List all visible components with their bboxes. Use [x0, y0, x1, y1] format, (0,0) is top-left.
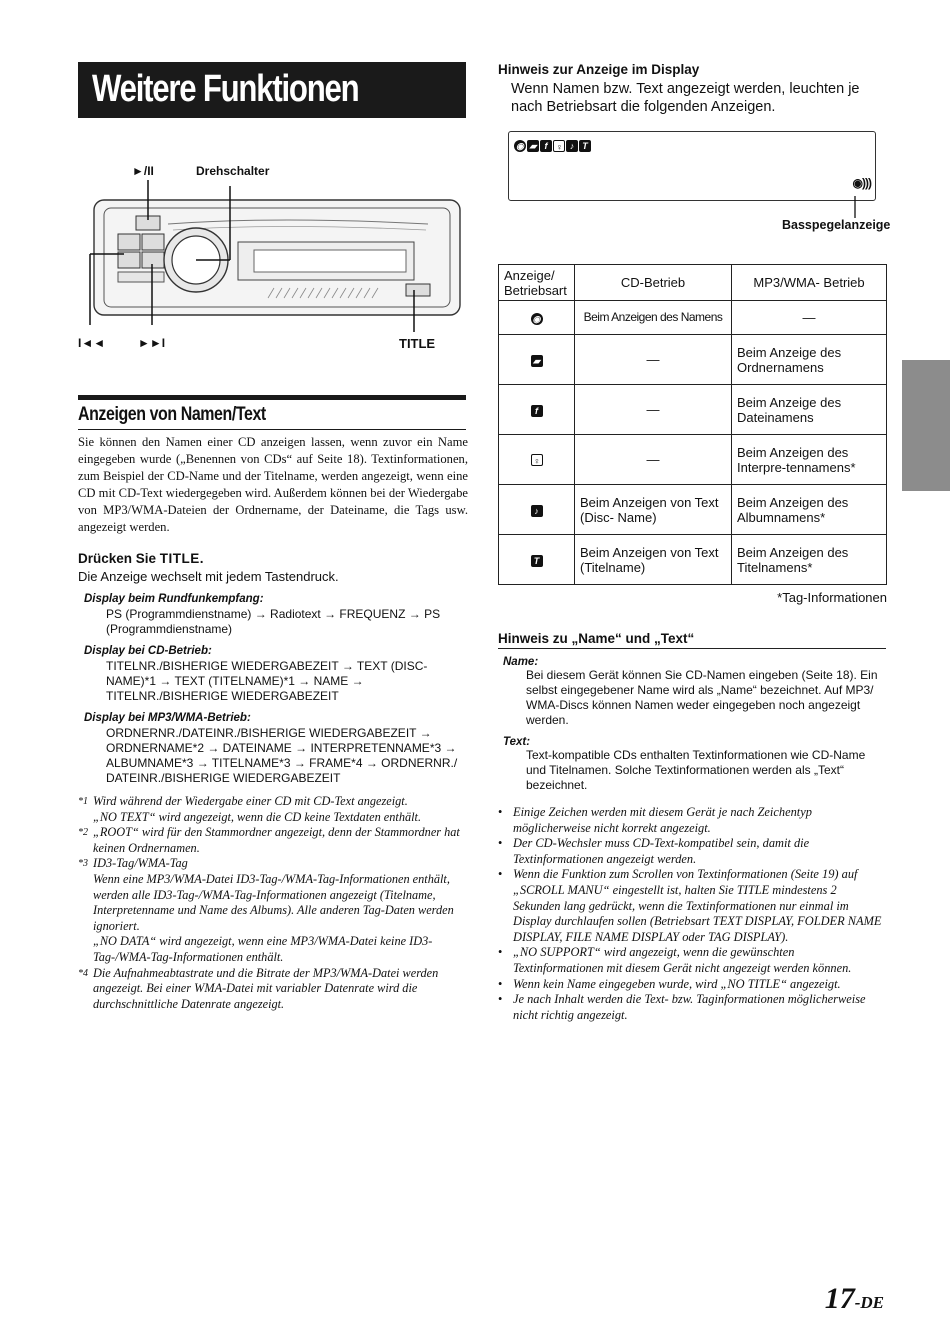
bass-leader-line — [850, 196, 860, 218]
footnote: *4 Die Aufnahmeabtastrate und die Bitrate der MP3/WMA-Datei werden angezeigt. Bei einer WMA-Datei mit variabler Datenrate wird die durchschnittliche Datenrate angezeigt. — [78, 965, 439, 1011]
table-row: T Beim Anzeigen von Text (Titelname) Beim Anzeigen des Titelnamens* — [499, 535, 887, 585]
artist-icon: ♀ — [553, 140, 565, 152]
table-note: *Tag-Informationen — [777, 590, 887, 605]
display-modes — [84, 593, 468, 786]
file-icon: f — [540, 140, 552, 152]
list-item: • „NO SUPPORT“ wird angezeigt, wenn die gewünschten Textinformationen mit diesem Gerät nicht angezeigt werden können. — [498, 945, 852, 975]
table-row: ◉ Beim Anzeigen des Namens — — [499, 301, 887, 335]
table-header: Anzeige/ Betriebsart — [499, 265, 575, 301]
next-label: ►►I — [138, 336, 166, 350]
bass-level-icon: ◉))) — [852, 176, 871, 190]
list-item: • Einige Zeichen werden mit diesem Gerät je nach Zeichentyp möglicherweise nicht korrekt angezeigt. — [498, 805, 812, 835]
display-hint-text: Wenn Namen bzw. Text angezeigt werden, leuchten je nach Betriebsart die folgenden Anzeigen. — [511, 81, 860, 115]
table-row: f — Beim Anzeige des Dateinamens — [499, 385, 887, 435]
play-pause-label: ►/II — [132, 164, 154, 178]
press-note: Die Anzeige wechselt mit jedem Tastendruck. — [78, 569, 339, 584]
cd-sequence: TITELNR./BISHERIGE WIEDERGABEZEIT → TEXT (DISC-NAME)*1 → TEXT (TITELNAME)*1 → NAME → TITELNR./BISHERIGE WIEDERGABEZEIT — [106, 659, 428, 703]
album-icon: ♪ — [531, 505, 543, 517]
bass-label: Basspegelanzeige — [782, 218, 891, 232]
display-hint-heading: Hinweis zur Anzeige im Display — [498, 62, 700, 77]
title-label: TITLE — [399, 336, 436, 351]
name-text-section — [503, 656, 883, 793]
disc-icon: ◉ — [531, 313, 543, 325]
title-icon: T — [579, 140, 591, 152]
list-item: • Wenn kein Name eingegeben wurde, wird „NO TITLE“ angezeigt. — [498, 976, 841, 991]
name-heading: Name: — [503, 656, 539, 668]
footnote: *1 Wird während der Wiedergabe einer CD mit CD-Text angezeigt. „NO TEXT“ wird angezeigt, wenn die CD keine Textdaten enthält. — [78, 794, 422, 824]
text-heading: Text: — [503, 736, 531, 748]
mp3-heading: Display bei MP3/WMA-Betrieb: — [84, 712, 251, 724]
title-icon: T — [531, 555, 543, 567]
file-icon: f — [531, 405, 543, 417]
notes-list — [498, 805, 886, 1023]
press-instruction: Drücken Sie TITLE. — [78, 551, 204, 566]
knob-label: Drehschalter — [196, 164, 270, 178]
indicator-table — [498, 264, 887, 585]
mp3-sequence: ORDNERNR./DATEINR./BISHERIGE WIEDERGABEZEIT → ORDNERNAME*2 → DATEINAME → INTERPRETENNAME*3 → ALBUMNAME*3 → TITELNAME*3 → FRAME*4 → ORDNERNR./ DATEINR./BISHERIGE WIEDERGABEZEIT — [106, 726, 458, 785]
list-item: • Je nach Inhalt werden die Text- bzw. Taginformationen möglicherweise nicht richtig angezeigt. — [498, 992, 866, 1022]
name-body: Bei diesem Gerät können Sie CD-Namen eingeben (Seite 18). Ein selbst eingegebener Name wird als „Name“ bezeichnet. Auf MP3/ WMA-Discs können Namen weder eingegeben noch angezeigt werden. — [526, 668, 878, 727]
prev-label: I◄◄ — [78, 336, 106, 350]
table-header: MP3/WMA- Betrieb — [732, 265, 887, 301]
artist-icon: ♀ — [531, 454, 543, 466]
list-item: • Der CD-Wechsler muss CD-Text-kompatibel sein, damit die Textinformationen angezeigt werden. — [498, 836, 810, 866]
page-title: Weitere Funktionen — [78, 62, 466, 118]
footnote: *2 „ROOT“ wird für den Stammordner angezeigt, denn der Stammordner hat keinen Ordnernamen. — [78, 825, 460, 855]
disc-icon: ◉ — [514, 140, 526, 152]
table-row: ▰ — Beim Anzeige des Ordnernamens — [499, 335, 887, 385]
device-illustration — [78, 180, 468, 355]
intro-paragraph: Sie können den Namen einer CD anzeigen lassen, wenn zuvor ein Name eingegeben wurde („Benennen von CDs“ auf Seite 18). Textinformationen, zum Beispiel der CD-Name und der Titelname, werden angezeigt, wenn eine CD mit CD-Text wiedergegeben wird. Außerdem können bei der Wiedergabe von MP3/WMA-Dateien der Ordnername, der Dateiname, die Tags usw. angezeigt werden. — [78, 435, 468, 534]
list-item: • Wenn die Funktion zum Scrollen von Textinformationen (Seite 19) auf „SCROLL MANU“ eingestellt ist, halten Sie TITLE mindestens 2 Sekunden lang gedrückt, wenn die Textinformationen nur einmal im Display durchlaufen sollen (Betriebsart TEXT DISPLAY, FOLDER NAME DISPLAY, FILE NAME DISPLAY oder TAG DISPLAY). — [498, 867, 882, 944]
radio-sequence: PS (Programmdienstname) → Radiotext → FREQUENZ → PS (Programmdienstname) — [106, 607, 441, 636]
table-header: CD-Betrieb — [575, 265, 732, 301]
footnote: *3 ID3-Tag/WMA-Tag Wenn eine MP3/WMA-Datei ID3-Tag-/WMA-Tag-Informationen enthält, werden alle ID3-Tag-/WMA-Tag-Informationen angezeigt (Titelname, Interpretenname und Name des Albums). Alle anderen Tag-Daten werden ignoriert. „NO DATA“ wird angezeigt, wenn eine MP3/WMA-Datei keine ID3-Tag-/WMA-Tag-Informationen enthält. — [78, 856, 454, 964]
album-icon: ♪ — [566, 140, 578, 152]
display-panel — [508, 131, 876, 201]
table-row: ♀ — Beim Anzeigen des Interpre-tennamens* — [499, 435, 887, 485]
text-body: Text-kompatible CDs enthalten Textinformationen wie CD-Name und Titelnamen. Solche Textinformationen werden als „Text“ bezeichnet. — [526, 748, 866, 792]
footnotes — [78, 794, 468, 1012]
table-header-row — [499, 265, 887, 301]
name-text-heading: Hinweis zu „Name“ und „Text“ — [498, 631, 886, 649]
folder-icon: ▰ — [527, 140, 539, 152]
section-heading: Anzeigen von Namen/Text — [78, 395, 466, 430]
folder-icon: ▰ — [531, 355, 543, 367]
radio-heading: Display beim Rundfunkempfang: — [84, 593, 264, 605]
table-row: ♪ Beim Anzeigen von Text (Disc- Name) Beim Anzeigen des Albumnamens* — [499, 485, 887, 535]
cd-heading: Display bei CD-Betrieb: — [84, 645, 212, 657]
side-tab — [902, 360, 950, 491]
page-number: 17-DE — [824, 1282, 884, 1315]
indicator-strip — [514, 140, 591, 152]
